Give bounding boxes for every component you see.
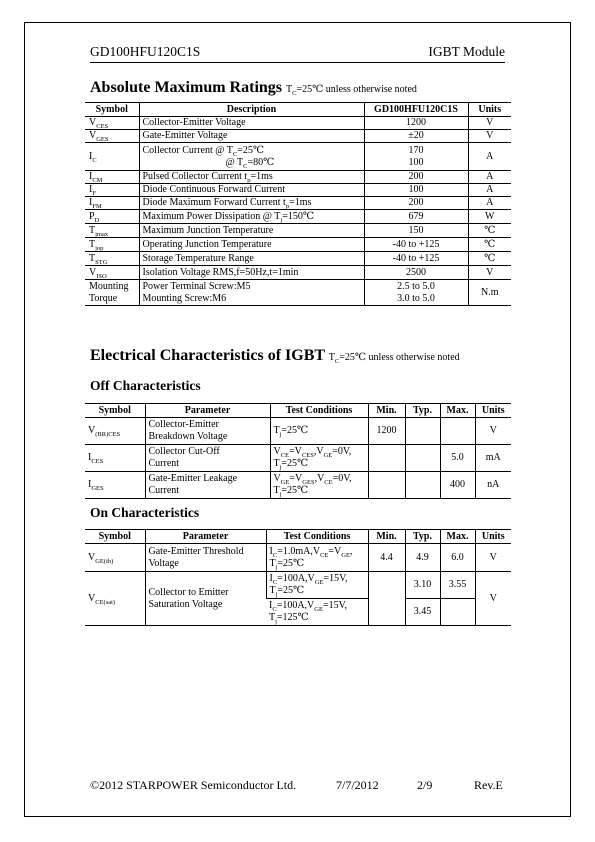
unit-cell: V bbox=[475, 544, 511, 572]
parameter-cell: Gate-Emitter Threshold Voltage bbox=[145, 544, 266, 572]
table-row bbox=[85, 544, 511, 572]
col-parameter: Parameter bbox=[145, 530, 266, 544]
unit-cell: ℃ bbox=[468, 252, 511, 266]
footer-copyright: ©2012 STARPOWER Semiconductor Ltd. bbox=[90, 778, 297, 792]
table-row bbox=[85, 572, 511, 599]
unit-cell: ℃ bbox=[468, 224, 511, 238]
unit-cell: V bbox=[475, 572, 511, 626]
symbol-cell: $I_{FM}$ bbox=[85, 197, 139, 210]
value-cell: 679 bbox=[364, 210, 468, 224]
unit-cell: N.m bbox=[468, 280, 511, 306]
table-row bbox=[85, 224, 511, 238]
unit-cell: A bbox=[468, 171, 511, 184]
description-cell: Gate-Emitter Voltage bbox=[139, 130, 364, 143]
typ-cell bbox=[405, 418, 440, 445]
footer-date: 7/7/2012 bbox=[336, 778, 379, 792]
unit-cell: V bbox=[468, 130, 511, 143]
col-symbol: Symbol bbox=[85, 103, 139, 117]
abs-max-title bbox=[90, 79, 417, 97]
min-cell: 1200 bbox=[368, 418, 405, 445]
symbol-cell: $T_{jmax}$ bbox=[85, 224, 139, 238]
typ-cell bbox=[405, 472, 440, 499]
col-test-conditions: Test Conditions bbox=[270, 404, 368, 418]
unit-cell: nA bbox=[475, 472, 511, 499]
col-units: Units bbox=[475, 530, 511, 544]
col-units: Units bbox=[475, 404, 511, 418]
col-max: Max. bbox=[440, 530, 475, 544]
symbol-cell: $V_{ISO}$ bbox=[85, 266, 139, 280]
unit-cell: V bbox=[468, 117, 511, 130]
table-row bbox=[85, 266, 511, 280]
table-row bbox=[85, 210, 511, 224]
col-typ: Typ. bbox=[405, 530, 440, 544]
min-cell: 4.4 bbox=[368, 544, 405, 572]
symbol-cell: $I_{CM}$ bbox=[85, 171, 139, 184]
unit-cell: V bbox=[475, 418, 511, 445]
symbol-cell: $I_{CES}$ bbox=[85, 445, 145, 472]
table-row bbox=[85, 130, 511, 143]
unit-cell: mA bbox=[475, 445, 511, 472]
table-row bbox=[85, 143, 511, 171]
value-cell: ±20 bbox=[364, 130, 468, 143]
table-row bbox=[85, 445, 511, 472]
product-type: IGBT Module bbox=[428, 44, 505, 59]
col-description: Description bbox=[139, 103, 364, 117]
elec-condition: $T_C=25℃$ unless otherwise noted bbox=[328, 352, 460, 365]
table-header-row bbox=[85, 404, 511, 418]
max-cell: 3.55 bbox=[440, 572, 475, 599]
col-min: Min. bbox=[368, 530, 405, 544]
table-row bbox=[85, 184, 511, 197]
parameter-cell: Collector-Emitter Breakdown Voltage bbox=[145, 418, 270, 445]
max-cell: 400 bbox=[440, 472, 475, 499]
description-cell: Power Terminal Screw:M5 Mounting Screw:M6 bbox=[139, 280, 364, 306]
col-units: Units bbox=[468, 103, 511, 117]
max-cell bbox=[440, 418, 475, 445]
typ-cell: 3.10 bbox=[405, 572, 440, 599]
footer-revision: Rev.E bbox=[474, 778, 503, 792]
description-cell: Operating Junction Temperature bbox=[139, 238, 364, 252]
symbol-cell: $V_{CE(sat)}$ bbox=[85, 572, 145, 626]
value-cell: -40 to +125 bbox=[364, 252, 468, 266]
page-header bbox=[90, 44, 505, 63]
value-cell: 2500 bbox=[364, 266, 468, 280]
unit-cell: A bbox=[468, 197, 511, 210]
elec-title bbox=[90, 347, 460, 365]
value-cell: -40 to +125 bbox=[364, 238, 468, 252]
table-row bbox=[85, 418, 511, 445]
value-cell: 2.5 to 5.0 3.0 to 5.0 bbox=[364, 280, 468, 306]
symbol-cell: $V_{GES}$ bbox=[85, 130, 139, 143]
description-cell: Maximum Junction Temperature bbox=[139, 224, 364, 238]
table-row bbox=[85, 472, 511, 499]
col-parameter: Parameter bbox=[145, 404, 270, 418]
min-cell bbox=[368, 472, 405, 499]
table-header-row bbox=[85, 530, 511, 544]
symbol-cell: $P_D$ bbox=[85, 210, 139, 224]
typ-cell: 3.45 bbox=[405, 599, 440, 626]
test-cell: $I_C=1.0mA,V_{CE}=V_{GE}$, $T_j=25℃$ bbox=[266, 544, 368, 572]
value-cell: 200 bbox=[364, 171, 468, 184]
table-row bbox=[85, 171, 511, 184]
min-cell bbox=[368, 572, 405, 626]
unit-cell: A bbox=[468, 184, 511, 197]
description-cell: Diode Continuous Forward Current bbox=[139, 184, 364, 197]
description-cell: Storage Temperature Range bbox=[139, 252, 364, 266]
max-cell: 5.0 bbox=[440, 445, 475, 472]
parameter-cell: Collector Cut-Off Current bbox=[145, 445, 270, 472]
test-cell: $I_C=100A,V_{GE}=15V$, $T_j=125℃$ bbox=[266, 599, 368, 626]
abs-max-table bbox=[85, 102, 511, 306]
col-max: Max. bbox=[440, 404, 475, 418]
off-char-table bbox=[85, 403, 511, 499]
test-cell: $I_C=100A,V_{GE}=15V$, $T_j=25℃$ bbox=[266, 572, 368, 599]
value-cell: 100 bbox=[364, 184, 468, 197]
symbol-cell: $V_{CES}$ bbox=[85, 117, 139, 130]
symbol-cell: $I_C$ bbox=[85, 143, 139, 171]
typ-cell bbox=[405, 445, 440, 472]
description-cell: Collector Current @ $T_C=25℃$ @ $T_C=80℃$ bbox=[139, 143, 364, 171]
col-value: GD100HFU120C1S bbox=[364, 103, 468, 117]
min-cell bbox=[368, 445, 405, 472]
unit-cell: A bbox=[468, 143, 511, 171]
parameter-cell: Collector to Emitter Saturation Voltage bbox=[145, 572, 266, 626]
unit-cell: ℃ bbox=[468, 238, 511, 252]
abs-max-heading: Absolute Maximum Ratings bbox=[90, 79, 283, 96]
description-cell: Isolation Voltage RMS,f=50Hz,t=1min bbox=[139, 266, 364, 280]
test-cell: $V_{GE}=V_{GES},V_{CE}=0V$, $T_j=25℃$ bbox=[270, 472, 368, 499]
col-symbol: Symbol bbox=[85, 404, 145, 418]
description-cell: Diode Maximum Forward Current $t_p=1ms$ bbox=[139, 197, 364, 210]
col-typ: Typ. bbox=[405, 404, 440, 418]
col-min: Min. bbox=[368, 404, 405, 418]
footer-page-number: 2/9 bbox=[417, 778, 433, 792]
off-char-title: Off Characteristics bbox=[90, 378, 201, 393]
max-cell: 6.0 bbox=[440, 544, 475, 572]
on-char-table bbox=[85, 529, 511, 626]
description-cell: Maximum Power Dissipation @ $T_j=150℃$ bbox=[139, 210, 364, 224]
parameter-cell: Gate-Emitter Leakage Current bbox=[145, 472, 270, 499]
unit-cell: V bbox=[468, 266, 511, 280]
symbol-cell: $I_F$ bbox=[85, 184, 139, 197]
test-cell: $V_{CE}=V_{CES},V_{GE}=0V$, $T_j=25℃$ bbox=[270, 445, 368, 472]
value-cell: 1200 bbox=[364, 117, 468, 130]
symbol-cell: $V_{(BR)CES}$ bbox=[85, 418, 145, 445]
test-cell: $T_j=25℃$ bbox=[270, 418, 368, 445]
symbol-cell: Mounting Torque bbox=[85, 280, 139, 306]
table-row bbox=[85, 117, 511, 130]
symbol-cell: $T_{STG}$ bbox=[85, 252, 139, 266]
table-row bbox=[85, 238, 511, 252]
part-number: GD100HFU120C1S bbox=[90, 44, 201, 59]
table-row bbox=[85, 197, 511, 210]
col-symbol: Symbol bbox=[85, 530, 145, 544]
on-char-title: On Characteristics bbox=[90, 505, 200, 520]
description-cell: Pulsed Collector Current $t_p=1ms$ bbox=[139, 171, 364, 184]
table-row bbox=[85, 280, 511, 306]
description-cell: Collector-Emitter Voltage bbox=[139, 117, 364, 130]
symbol-cell: $T_{jop}$ bbox=[85, 238, 139, 252]
table-header-row bbox=[85, 103, 511, 117]
elec-heading: Electrical Characteristics of IGBT bbox=[90, 347, 325, 364]
symbol-cell: $V_{GE(th)}$ bbox=[85, 544, 145, 572]
unit-cell: W bbox=[468, 210, 511, 224]
value-cell: 150 bbox=[364, 224, 468, 238]
symbol-cell: $I_{GES}$ bbox=[85, 472, 145, 499]
table-row bbox=[85, 252, 511, 266]
abs-max-condition: $T_C=25℃$ unless otherwise noted bbox=[286, 84, 417, 97]
max-cell bbox=[440, 599, 475, 626]
col-test-conditions: Test Conditions bbox=[266, 530, 368, 544]
value-cell: 170 100 bbox=[364, 143, 468, 171]
typ-cell: 4.9 bbox=[405, 544, 440, 572]
value-cell: 200 bbox=[364, 197, 468, 210]
